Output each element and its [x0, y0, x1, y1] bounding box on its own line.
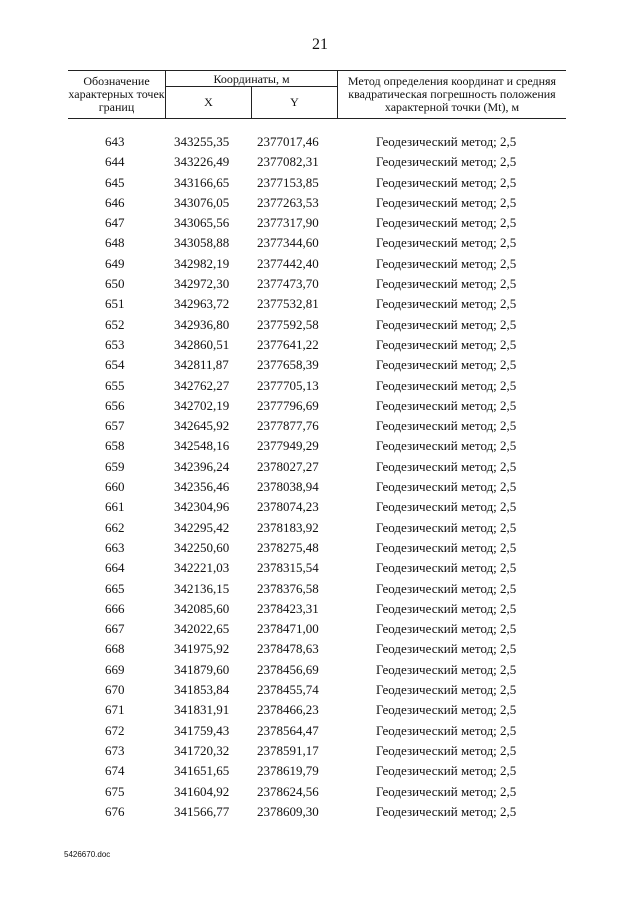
point-number: 661: [105, 499, 125, 515]
coord-y: 2378478,63: [257, 641, 319, 657]
point-number: 645: [105, 174, 125, 190]
coord-y: 2378455,74: [257, 682, 319, 698]
coord-y: 2377082,31: [257, 154, 319, 170]
coord-x: 342645,92: [174, 418, 230, 434]
table-row: [68, 436, 566, 456]
point-number: 644: [105, 154, 125, 170]
table-row: [68, 233, 566, 253]
method-cell: Геодезический метод; 2,5: [376, 255, 517, 271]
table-row: [68, 558, 566, 578]
coord-x: 342982,19: [174, 255, 230, 271]
point-number: 654: [105, 357, 125, 373]
point-number: 656: [105, 397, 125, 413]
coord-x: 342085,60: [174, 600, 230, 616]
coord-y: 2378564,47: [257, 722, 319, 738]
coord-x: 341975,92: [174, 641, 230, 657]
table-row: [68, 782, 566, 802]
coord-x: 343226,49: [174, 154, 230, 170]
coord-y: 2377877,76: [257, 418, 319, 434]
coord-x: 341604,92: [174, 783, 230, 799]
coord-y: 2377641,22: [257, 336, 319, 352]
table-row: [68, 132, 566, 152]
table-row: [68, 761, 566, 781]
table-row: [68, 680, 566, 700]
table-row: [68, 152, 566, 172]
header-points: Обозначение характерных точек границ: [68, 74, 165, 114]
method-cell: Геодезический метод; 2,5: [376, 194, 517, 210]
coord-x: 341651,65: [174, 763, 230, 779]
coord-y: 2377532,81: [257, 296, 319, 312]
table-row: [68, 538, 566, 558]
point-number: 666: [105, 600, 125, 616]
coord-y: 2377263,53: [257, 194, 319, 210]
table-row: [68, 315, 566, 335]
point-number: 663: [105, 539, 125, 555]
point-number: 655: [105, 377, 125, 393]
table-row: [68, 802, 566, 822]
point-number: 662: [105, 519, 125, 535]
coord-x: 341566,77: [174, 803, 230, 819]
point-number: 650: [105, 276, 125, 292]
point-number: 668: [105, 641, 125, 657]
method-cell: Геодезический метод; 2,5: [376, 134, 517, 149]
coord-y: 2377949,29: [257, 438, 319, 454]
coord-y: 2378619,79: [257, 763, 319, 779]
method-cell: Геодезический метод; 2,5: [376, 276, 517, 292]
coord-y: 2377017,46: [257, 134, 319, 149]
table-row: [68, 213, 566, 233]
table-row: [68, 639, 566, 659]
coord-x: 341759,43: [174, 722, 230, 738]
method-cell: Геодезический метод; 2,5: [376, 600, 517, 616]
method-cell: Геодезический метод; 2,5: [376, 174, 517, 190]
coord-x: 342356,46: [174, 479, 230, 495]
table-row: [68, 477, 566, 497]
coord-x: 343058,88: [174, 235, 230, 251]
coord-x: 341853,84: [174, 682, 230, 698]
coord-x: 342811,87: [174, 357, 229, 373]
coord-x: 343255,35: [174, 134, 230, 149]
coord-x: 342295,42: [174, 519, 230, 535]
coord-x: 341831,91: [174, 702, 230, 718]
coord-y: 2378315,54: [257, 560, 319, 576]
method-cell: Геодезический метод; 2,5: [376, 539, 517, 555]
coord-y: 2378624,56: [257, 783, 319, 799]
point-number: 660: [105, 479, 125, 495]
method-cell: Геодезический метод; 2,5: [376, 580, 517, 596]
point-number: 674: [105, 763, 125, 779]
table-row: [68, 721, 566, 741]
coord-x: 342304,96: [174, 499, 230, 515]
coord-x: 342136,15: [174, 580, 230, 596]
coord-y: 2378038,94: [257, 479, 319, 495]
method-cell: Геодезический метод; 2,5: [376, 235, 517, 251]
coord-y: 2378456,69: [257, 661, 319, 677]
table-row: [68, 294, 566, 314]
method-cell: Геодезический метод; 2,5: [376, 438, 517, 454]
table-row: [68, 619, 566, 639]
table-row: [68, 254, 566, 274]
point-number: 664: [105, 560, 125, 576]
coord-y: 2378027,27: [257, 458, 319, 474]
coord-y: 2378466,23: [257, 702, 319, 718]
coord-y: 2378471,00: [257, 621, 319, 637]
coord-y: 2377796,69: [257, 397, 319, 413]
method-cell: Геодезический метод; 2,5: [376, 499, 517, 515]
table-row: [68, 497, 566, 517]
method-cell: Геодезический метод; 2,5: [376, 215, 517, 231]
point-number: 659: [105, 458, 125, 474]
coord-y: 2378591,17: [257, 742, 319, 758]
point-number: 651: [105, 296, 125, 312]
table-row: [68, 173, 566, 193]
point-number: 649: [105, 255, 125, 271]
method-cell: Геодезический метод; 2,5: [376, 621, 517, 637]
point-number: 643: [105, 134, 125, 149]
header-coordinates-title: Координаты, м: [166, 71, 337, 87]
point-number: 653: [105, 336, 125, 352]
table-row: [68, 396, 566, 416]
method-cell: Геодезический метод; 2,5: [376, 519, 517, 535]
coord-y: 2377153,85: [257, 174, 319, 190]
coord-y: 2377705,13: [257, 377, 319, 393]
table-row: [68, 376, 566, 396]
point-number: 646: [105, 194, 125, 210]
coord-x: 342762,27: [174, 377, 230, 393]
coord-x: 342972,30: [174, 276, 230, 292]
table-row: [68, 193, 566, 213]
method-cell: Геодезический метод; 2,5: [376, 377, 517, 393]
table-row: [68, 416, 566, 436]
table-row: [68, 355, 566, 375]
table-row: [68, 700, 566, 720]
method-cell: Геодезический метод; 2,5: [376, 783, 517, 799]
method-cell: Геодезический метод; 2,5: [376, 316, 517, 332]
coord-y: 2377442,40: [257, 255, 319, 271]
point-number: 672: [105, 722, 125, 738]
coord-y: 2377592,58: [257, 316, 319, 332]
table-row: [68, 518, 566, 538]
header-y: Y: [251, 87, 337, 118]
header-coordinates: [165, 71, 338, 118]
point-number: 671: [105, 702, 125, 718]
table-row: [68, 660, 566, 680]
point-number: 647: [105, 215, 125, 231]
coord-y: 2378609,30: [257, 803, 319, 819]
coord-x: 342221,03: [174, 560, 230, 576]
coord-x: 342702,19: [174, 397, 230, 413]
method-cell: Геодезический метод; 2,5: [376, 722, 517, 738]
method-cell: Геодезический метод; 2,5: [376, 702, 517, 718]
coord-x: 342250,60: [174, 539, 230, 555]
point-number: 665: [105, 580, 125, 596]
method-cell: Геодезический метод; 2,5: [376, 803, 517, 819]
coord-x: 342936,80: [174, 316, 230, 332]
method-cell: Геодезический метод; 2,5: [376, 418, 517, 434]
coord-y: 2377344,60: [257, 235, 319, 251]
table-row: [68, 457, 566, 477]
method-cell: Геодезический метод; 2,5: [376, 397, 517, 413]
coord-y: 2377473,70: [257, 276, 319, 292]
header-x: X: [204, 95, 213, 109]
coord-y: 2378183,92: [257, 519, 319, 535]
method-cell: Геодезический метод; 2,5: [376, 154, 517, 170]
table-row: [68, 579, 566, 599]
table-row: [68, 599, 566, 619]
coord-y: 2378074,23: [257, 499, 319, 515]
method-cell: Геодезический метод; 2,5: [376, 479, 517, 495]
coord-y: 2378275,48: [257, 539, 319, 555]
point-number: 673: [105, 742, 125, 758]
coord-x: 342963,72: [174, 296, 230, 312]
point-number: 667: [105, 621, 125, 637]
method-cell: Геодезический метод; 2,5: [376, 458, 517, 474]
coord-y: 2378423,31: [257, 600, 319, 616]
table-body: [68, 132, 566, 822]
coord-x: 342548,16: [174, 438, 230, 454]
point-number: 669: [105, 661, 125, 677]
table-header: [68, 70, 566, 119]
point-number: 648: [105, 235, 125, 251]
page-number: 21: [312, 36, 328, 53]
coord-x: 342396,24: [174, 458, 230, 474]
coord-x: 343076,05: [174, 194, 230, 210]
method-cell: Геодезический метод; 2,5: [376, 357, 517, 373]
method-cell: Геодезический метод; 2,5: [376, 763, 517, 779]
method-cell: Геодезический метод; 2,5: [376, 742, 517, 758]
table-row: [68, 741, 566, 761]
table-row: [68, 335, 566, 355]
method-cell: Геодезический метод; 2,5: [376, 661, 517, 677]
point-number: 670: [105, 682, 125, 698]
footer-filename: 5426670.doc: [64, 850, 111, 859]
point-number: 675: [105, 783, 125, 799]
table-row: [68, 274, 566, 294]
point-number: 652: [105, 316, 125, 332]
point-number: 658: [105, 438, 125, 454]
coord-y: 2378376,58: [257, 580, 319, 596]
coord-x: 343065,56: [174, 215, 230, 231]
header-method: Метод определения координат и средняя квадратическая погрешность положения характерной точки (Mt), м: [347, 74, 557, 114]
coord-x: 342022,65: [174, 621, 230, 637]
method-cell: Геодезический метод; 2,5: [376, 560, 517, 576]
coord-x: 343166,65: [174, 174, 230, 190]
method-cell: Геодезический метод; 2,5: [376, 641, 517, 657]
coord-x: 342860,51: [174, 336, 230, 352]
coord-y: 2377317,90: [257, 215, 319, 231]
method-cell: Геодезический метод; 2,5: [376, 336, 517, 352]
header-coordinates-sub: [166, 87, 337, 118]
point-number: 657: [105, 418, 125, 434]
method-cell: Геодезический метод; 2,5: [376, 682, 517, 698]
coord-y: 2377658,39: [257, 357, 319, 373]
coord-x: 341879,60: [174, 661, 230, 677]
method-cell: Геодезический метод; 2,5: [376, 296, 517, 312]
coord-x: 341720,32: [174, 742, 230, 758]
point-number: 676: [105, 803, 125, 819]
